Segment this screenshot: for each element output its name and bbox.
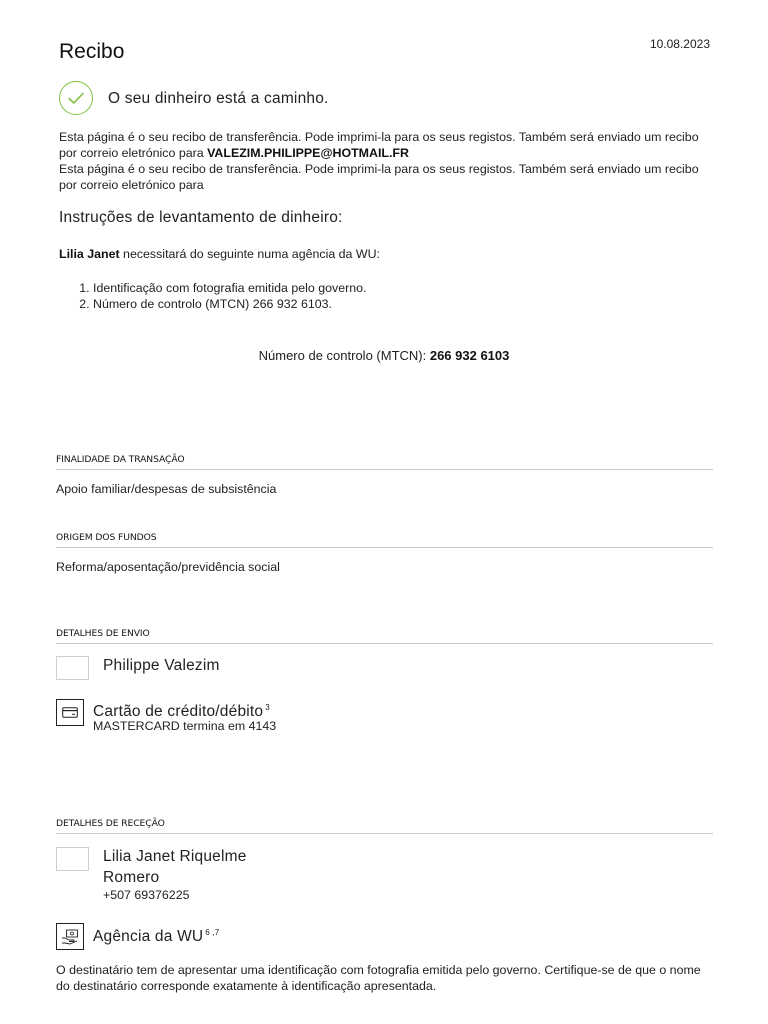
receive-method-label: Agência da WU <box>93 928 204 945</box>
receiver-first-name: Lilia Janet <box>59 247 120 261</box>
sender-avatar-placeholder <box>56 656 89 680</box>
check-circle-icon <box>59 81 93 115</box>
instructions-heading: Instruções de levantamento de dinheiro: <box>59 209 343 226</box>
credit-card-icon <box>56 699 84 726</box>
send-method-footnote: 3 <box>265 703 270 712</box>
sender-name: Philippe Valezim <box>103 657 220 674</box>
receipt-intro <box>59 129 719 161</box>
step-item: 2. Número de controlo (MTCN) 266 932 6103. <box>93 297 366 313</box>
receiver-avatar-placeholder <box>56 847 89 871</box>
receiver-note: O destinatário tem de apresentar uma identificação com fotografia emitida pelo governo. Certifique-se de que o nome do destinatário corresponde exatamente à identificação apresentada. <box>56 963 701 993</box>
receiver-phone: +507 69376225 <box>103 888 190 902</box>
pickup-steps <box>59 281 366 312</box>
receipt-date: 10.08.2023 <box>649 37 710 51</box>
sending-section-header: DETALHES DE ENVIO <box>56 628 713 644</box>
page-title: Recibo <box>59 40 125 63</box>
mtcn-label: Número de controlo (MTCN): <box>258 348 430 363</box>
needs-text: necessitará do seguinte numa agência da WU: <box>119 247 380 261</box>
receiver-name <box>103 846 247 888</box>
card-details: MASTERCARD termina em 4143 <box>93 719 277 733</box>
status-message: O seu dinheiro está a caminho. <box>108 90 329 107</box>
funds-value: Reforma/aposentação/previdência social <box>56 560 280 574</box>
purpose-value: Apoio familiar/despesas de subsistência <box>56 482 277 496</box>
cash-hand-icon <box>56 923 84 950</box>
mtcn-line <box>0 348 768 363</box>
receive-method-footnote: 6 ,7 <box>205 928 220 937</box>
receiver-name-line1: Lilia Janet Riquelme <box>103 848 247 865</box>
receiving-section-header: DETALHES DE RECEÇÃO <box>56 818 713 834</box>
receiver-name-line2: Romero <box>103 869 160 886</box>
step-item: 1. Identificação com fotografia emitida pelo governo. <box>93 281 366 297</box>
purpose-section-header: FINALIDADE DA TRANSAÇÃO <box>56 454 713 470</box>
receipt-intro-repeat: Esta página é o seu recibo de transferência. Pode imprimi-la para os seus registos. Também será enviado um recibo por correio eletrónico para <box>59 162 699 192</box>
funds-section-header: ORIGEM DOS FUNDOS <box>56 532 713 548</box>
mtcn-number: 266 932 6103 <box>429 348 510 363</box>
sender-email: VALEZIM.PHILIPPE@HOTMAIL.FR <box>207 146 409 160</box>
receive-method <box>93 922 219 947</box>
intro-text: Esta página é o seu recibo de transferência. Pode imprimi-la para os seus registos. Também será enviado um recibo por correio eletrónico para <box>59 130 699 160</box>
send-method-label: Cartão de crédito/débito <box>93 703 264 720</box>
receiver-needs <box>59 247 380 261</box>
